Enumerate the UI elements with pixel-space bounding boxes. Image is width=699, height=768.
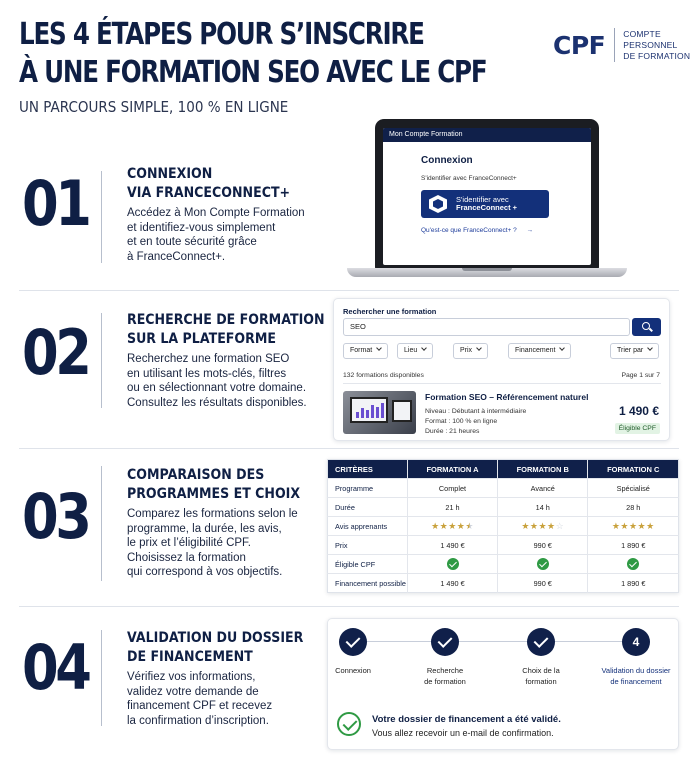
progress-label xyxy=(400,666,490,687)
filter-label: Format xyxy=(350,347,373,354)
cpf-logo-text xyxy=(623,29,690,62)
step-1-title-line: CONNEXION xyxy=(127,166,213,182)
step-2-number: 02 xyxy=(22,316,89,389)
step-3-desc-line: qui correspond à vos objectifs. xyxy=(127,566,283,579)
result-title[interactable]: Formation SEO – Référencement naturel xyxy=(425,392,589,402)
table-row xyxy=(328,498,679,517)
step-4-desc-line: la confirmation d’inscription. xyxy=(127,714,269,727)
cpf-logo-separator xyxy=(614,28,615,62)
table-row xyxy=(328,536,679,555)
check-circle-icon xyxy=(447,558,459,570)
step-3-title-line: PROGRAMMES ET CHOIX xyxy=(127,486,301,502)
sort-dropdown[interactable] xyxy=(610,343,659,359)
check-circle-icon xyxy=(627,558,639,570)
section-divider xyxy=(19,448,679,449)
table-cell: 1 890 € xyxy=(588,574,679,593)
cpf-logo-mark: CPF xyxy=(553,30,606,60)
result-details xyxy=(425,407,526,437)
step-4-title-line: VALIDATION DU DOSSIER xyxy=(127,630,304,646)
progress-step-connexion xyxy=(339,628,367,656)
table-cell: Spécialisé xyxy=(588,479,679,498)
search-input[interactable]: SEO xyxy=(343,318,630,336)
sort-label: Trier par xyxy=(617,347,644,354)
rating-cell xyxy=(498,517,588,536)
filter-format[interactable] xyxy=(343,343,388,359)
thumbnail-tablet xyxy=(392,400,412,422)
step-2-desc-line: Recherchez une formation SEO xyxy=(127,353,290,365)
step-4-description xyxy=(127,670,272,728)
rating-cell xyxy=(408,517,498,536)
step-2-desc-line: ou en sélectionnant votre domaine. xyxy=(127,382,307,395)
franceconnect-button-label xyxy=(456,196,517,213)
result-level: Niveau : Débutant à intermédiaire xyxy=(425,408,527,415)
step-1-desc-line: Accédez à Mon Compte Formation xyxy=(127,207,305,219)
step-2-desc-line: Consultez les résultats disponibles. xyxy=(127,396,307,409)
franceconnect-label-line: S'identifier avec xyxy=(456,194,509,204)
step-4-title-line: DE FINANCEMENT xyxy=(127,649,253,665)
progress-label-line: Choix de la xyxy=(522,666,560,675)
result-duration: Durée : 21 heures xyxy=(425,428,480,435)
step-3-number: 03 xyxy=(22,480,89,553)
column-header: FORMATION A xyxy=(408,460,498,479)
laptop-illustration xyxy=(375,119,599,269)
franceconnect-info-link[interactable] xyxy=(421,227,533,234)
chevron-down-icon xyxy=(421,345,427,351)
section-divider xyxy=(19,606,679,607)
chevron-down-icon xyxy=(647,345,653,351)
progress-label-line: de formation xyxy=(424,676,466,686)
progress-step-recherche xyxy=(431,628,459,656)
search-button[interactable] xyxy=(632,318,661,336)
table-row xyxy=(328,555,679,574)
search-panel xyxy=(333,298,670,441)
result-thumbnail[interactable] xyxy=(343,391,416,434)
step-1-desc-line: et identifiez-vous simplement xyxy=(127,221,276,234)
franceconnect-icon xyxy=(429,195,447,213)
filter-prix[interactable] xyxy=(453,343,488,359)
franceconnect-label-line: FranceConnect + xyxy=(456,203,518,212)
filter-lieu[interactable] xyxy=(397,343,433,359)
step-3-description xyxy=(127,507,298,580)
step-3-desc-line: programme, la durée, les avis, xyxy=(127,522,282,535)
chevron-down-icon xyxy=(476,345,482,351)
step-1-number: 01 xyxy=(22,167,89,240)
cpf-logo-line-2: PERSONNEL xyxy=(623,39,678,50)
progress-label xyxy=(308,666,398,677)
page-subtitle: UN PARCOURS SIMPLE, 100 % EN LIGNE xyxy=(19,98,289,116)
progress-track xyxy=(352,641,636,642)
step-2-title-line: SUR LA PLATEFORME xyxy=(127,331,276,347)
step-1-title xyxy=(127,165,290,203)
table-cell: 990 € xyxy=(498,536,588,555)
progress-label-line: Connexion xyxy=(335,666,371,675)
step-3-title-line: COMPARAISON DES xyxy=(127,467,265,483)
row-label: Éligible CPF xyxy=(328,555,408,574)
login-subtext: S'identifier avec FranceConnect+ xyxy=(421,175,517,182)
results-divider xyxy=(343,383,661,384)
result-price: 1 490 € xyxy=(618,404,659,418)
table-cell: 1 490 € xyxy=(408,536,498,555)
column-header: CRITÈRES xyxy=(328,460,408,479)
row-label: Durée xyxy=(328,498,408,517)
table-cell: 1 490 € xyxy=(408,574,498,593)
table-row xyxy=(328,479,679,498)
table-cell xyxy=(498,555,588,574)
login-heading: Connexion xyxy=(421,155,473,166)
filter-label: Financement xyxy=(515,347,556,354)
progress-label xyxy=(496,666,586,687)
login-top-bar: Mon Compte Formation xyxy=(383,128,591,142)
step-2-title xyxy=(127,311,325,349)
search-label: Rechercher une formation xyxy=(343,307,437,316)
step-4-number: 04 xyxy=(22,631,89,704)
cpf-logo xyxy=(553,28,690,62)
table-row xyxy=(328,574,679,593)
row-label: Avis apprenants xyxy=(328,517,408,536)
step-1-desc-line: à FranceConnect+. xyxy=(127,250,226,263)
table-cell xyxy=(588,555,679,574)
filter-label: Lieu xyxy=(404,347,418,354)
star-rating-icon: ★★★★☆ xyxy=(521,520,565,531)
table-cell: 28 h xyxy=(588,498,679,517)
laptop-notch xyxy=(462,268,512,271)
star-rating-icon: ★★★★★ xyxy=(431,520,474,531)
page-title xyxy=(19,16,487,92)
step-3-desc-line: Comparez les formations selon le xyxy=(127,508,298,520)
step-1-desc-line: et en toute sécurité grâce xyxy=(127,236,257,249)
page-title-line-1: LES 4 ÉTAPES POUR S’INSCRIRE xyxy=(19,17,424,52)
table-cell: Complet xyxy=(408,479,498,498)
progress-label-line: Recherche xyxy=(426,666,464,675)
franceconnect-button[interactable] xyxy=(421,190,549,218)
chevron-down-icon xyxy=(560,345,566,351)
arrow-right-icon: → xyxy=(526,227,534,234)
step-2-desc-line: en utilisant les mots-clés, filtres xyxy=(127,367,287,380)
comparison-table xyxy=(327,459,679,593)
progress-label-line: Validation du dossier xyxy=(601,666,671,675)
step-2-description xyxy=(127,352,307,410)
table-cell xyxy=(408,555,498,574)
column-header: FORMATION B xyxy=(498,460,588,479)
progress-label-line: de financement xyxy=(610,676,662,686)
cpf-eligible-badge: Éligible CPF xyxy=(615,423,660,434)
franceconnect-info-text: Qu'est-ce que FranceConnect+ ? xyxy=(421,227,517,234)
filter-financement[interactable] xyxy=(508,343,571,359)
table-cell: 21 h xyxy=(408,498,498,517)
progress-step-choix xyxy=(527,628,555,656)
step-4-desc-line: financement CPF et recevez xyxy=(127,700,273,713)
pagination-info: Page 1 sur 7 xyxy=(621,372,660,379)
confirmation-subtext: Vous allez recevoir un e-mail de confirmation. xyxy=(372,728,554,738)
filter-label: Prix xyxy=(460,347,473,354)
progress-label-current xyxy=(591,666,681,687)
comparison-header-row xyxy=(328,460,679,479)
step-3-desc-line: le prix et l’éligibilité CPF. xyxy=(127,537,251,550)
cpf-logo-line-1: COMPTE xyxy=(623,28,661,39)
step-4-title xyxy=(127,629,303,667)
cpf-logo-line-3: DE FORMATION xyxy=(623,50,691,61)
step-3-divider xyxy=(101,466,102,581)
chevron-down-icon xyxy=(376,345,382,351)
step-1-description xyxy=(127,206,305,264)
row-label: Programme xyxy=(328,479,408,498)
step-1-title-line: VIA FRANCECONNECT+ xyxy=(127,185,291,201)
table-cell: 990 € xyxy=(498,574,588,593)
results-count: 132 formations disponibles xyxy=(343,372,424,379)
step-4-desc-line: validez votre demande de xyxy=(127,685,259,698)
step-3-title xyxy=(127,466,300,504)
row-label: Financement possible xyxy=(328,574,408,593)
table-cell: Avancé xyxy=(498,479,588,498)
column-header: FORMATION C xyxy=(588,460,679,479)
rating-cell xyxy=(588,517,679,536)
step-1-divider xyxy=(101,171,102,263)
check-circle-icon xyxy=(537,558,549,570)
table-row xyxy=(328,517,679,536)
confirmation-title: Votre dossier de financement a été validé. xyxy=(372,714,561,725)
star-rating-icon: ★★★★★ xyxy=(611,520,655,531)
result-format: Format : 100 % en ligne xyxy=(425,418,498,425)
step-2-title-line: RECHERCHE DE FORMATION xyxy=(127,312,325,328)
check-circle-icon xyxy=(337,712,361,736)
progress-step-validation: 4 xyxy=(622,628,650,656)
table-cell: 1 890 € xyxy=(588,536,679,555)
step-4-divider xyxy=(101,630,102,726)
step-3-desc-line: Choisissez la formation xyxy=(127,551,246,564)
table-cell: 14 h xyxy=(498,498,588,517)
page-title-line-2: À UNE FORMATION SEO AVEC LE CPF xyxy=(19,55,487,90)
step-2-divider xyxy=(101,313,102,408)
section-divider xyxy=(19,290,679,291)
thumbnail-laptop-screen xyxy=(350,397,388,423)
login-screen xyxy=(383,128,591,265)
step-4-desc-line: Vérifiez vos informations, xyxy=(127,671,256,683)
row-label: Prix xyxy=(328,536,408,555)
progress-label-line: formation xyxy=(525,676,557,686)
